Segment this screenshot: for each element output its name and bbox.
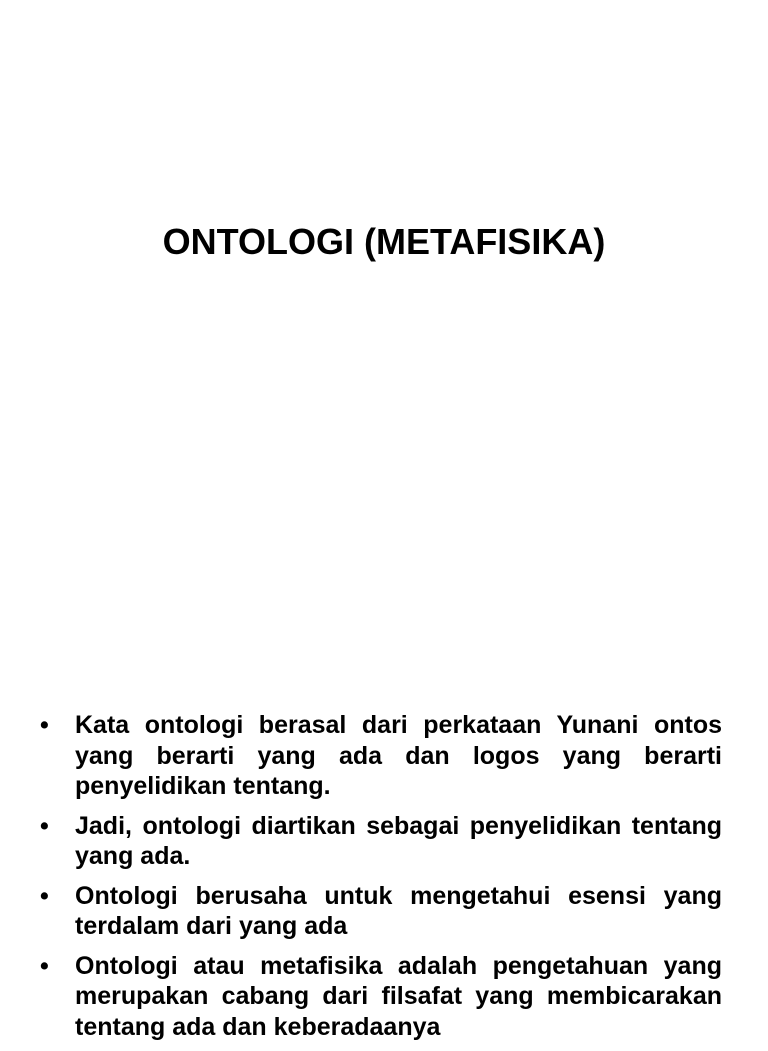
bullet-item-branch bbox=[38, 951, 722, 1043]
bullet-list bbox=[38, 710, 722, 1051]
bullet-text: Kata ontologi berasal dari perkataan Yunani ontos yang berarti yang ada dan logos yang berarti penyelidikan tentang. bbox=[75, 711, 722, 800]
bullet-dot-icon: • bbox=[40, 711, 49, 739]
bullet-text: Jadi, ontologi diartikan sebagai penyelidikan tentang yang ada. bbox=[75, 811, 722, 870]
slide-title: ONTOLOGI (METAFISIKA) bbox=[162, 221, 606, 262]
bullet-item-definition bbox=[38, 811, 722, 872]
bullet-text: Ontologi berusaha untuk mengetahui esensi yang terdalam dari yang ada bbox=[75, 881, 722, 940]
bullet-dot-icon: • bbox=[40, 881, 49, 910]
bullet-item-purpose bbox=[38, 881, 722, 942]
bullet-item-etymology bbox=[38, 710, 722, 802]
bullet-dot-icon: • bbox=[40, 811, 49, 840]
bullet-text: Ontologi atau metafisika adalah pengetahuan yang merupakan cabang dari filsafat yang membicarakan tentang ada dan keberadaanya bbox=[75, 951, 722, 1041]
bullet-dot-icon: • bbox=[40, 951, 49, 980]
